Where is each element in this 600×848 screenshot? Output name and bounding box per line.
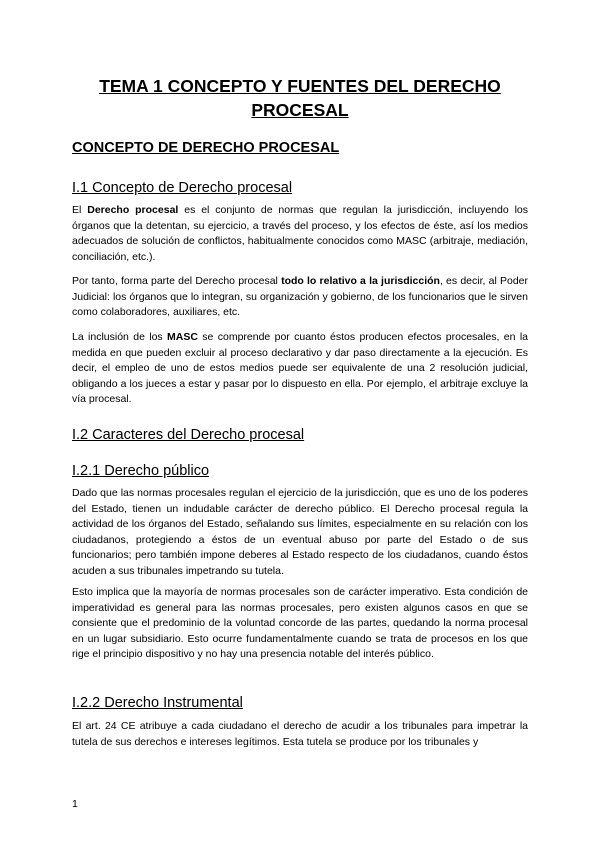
paragraph-1-2-1-a: Dado que las normas procesales regulan el ejercicio de la jurisdicción, que es uno de los poderes del Estado, tienen un indudable carácter de derecho público. El Derecho procesal regula la actividad de los órganos del Estado, señalando sus límites, especialmente en su relación con los ciudadanos, protegiendo a éstos de un eventual abuso por parte del Estado o de sus funcionarios; pero también impone deberes al Estado respecto de los ciudadanos, cuando éstos acuden a sus tribunales impetrando su tutela. [72,487,528,577]
heading-1-1: I.1 Concepto de Derecho procesal [72,180,293,196]
document-title: TEMA 1 CONCEPTO Y FUENTES DEL DERECHO PROCESAL [99,76,501,120]
heading-1-2-1: I.2.1 Derecho público [72,463,210,479]
paragraph-1-1-a: El Derecho procesal es el conjunto de normas que regulan la jurisdicción, incluyendo los órganos que la detentan, su ejercicio, a través del proceso, y los efectos de éste, así los medios adecuados de solución de conflictos, habitualmente conocidos como MASC (arbitraje, mediación, conciliación, etc.). [72,204,528,263]
page-number: 1 [72,798,78,810]
heading-1-2-2: I.2.2 Derecho Instrumental [72,695,243,711]
section-heading: CONCEPTO DE DERECHO PROCESAL [72,140,340,156]
paragraph-1-1-c: La inclusión de los MASC se comprende por cuanto éstos producen efectos procesales, en la medida en que pueden excluir al proceso declarativo y dar paso directamente a la ejecución. Es decir, el empleo de uno de estos medios puede ser equivalente de una 2 resolución judicial, obligando a los jueces a estar y pasar por lo dispuesto en ella. Por ejemplo, el arbitraje excluye la vía procesal. [72,331,529,406]
paragraph-1-2-1-b: Esto implica que la mayoría de normas procesales son de carácter imperativo. Esta condición de imperatividad es general para las normas procesales, pero existen algunos casos en que se consiente que el predominio de la voluntad concorde de las partes, quedando la norma procesal en un lugar subsidiario. Esto ocurre fundamentalmente cuando se trata de procesos en los que rige el principio dispositivo y no hay una presencia notable del interés público. [72,586,528,661]
paragraph-1-2-2-a: El art. 24 CE atribuye a cada ciudadano el derecho de acudir a los tribunales para impetrar la tutela de sus derechos e intereses legítimos. Esta tutela se produce por los tribunales y [72,720,528,748]
heading-1-2: I.2 Caracteres del Derecho procesal [72,427,305,443]
paragraph-1-1-b: Por tanto, forma parte del Derecho procesal todo lo relativo a la jurisdicción, es decir, al Poder Judicial: los órganos que lo integran, su organización y gobierno, de los funcionarios que le sirven como colaboradores, auxiliares, etc. [72,275,528,319]
